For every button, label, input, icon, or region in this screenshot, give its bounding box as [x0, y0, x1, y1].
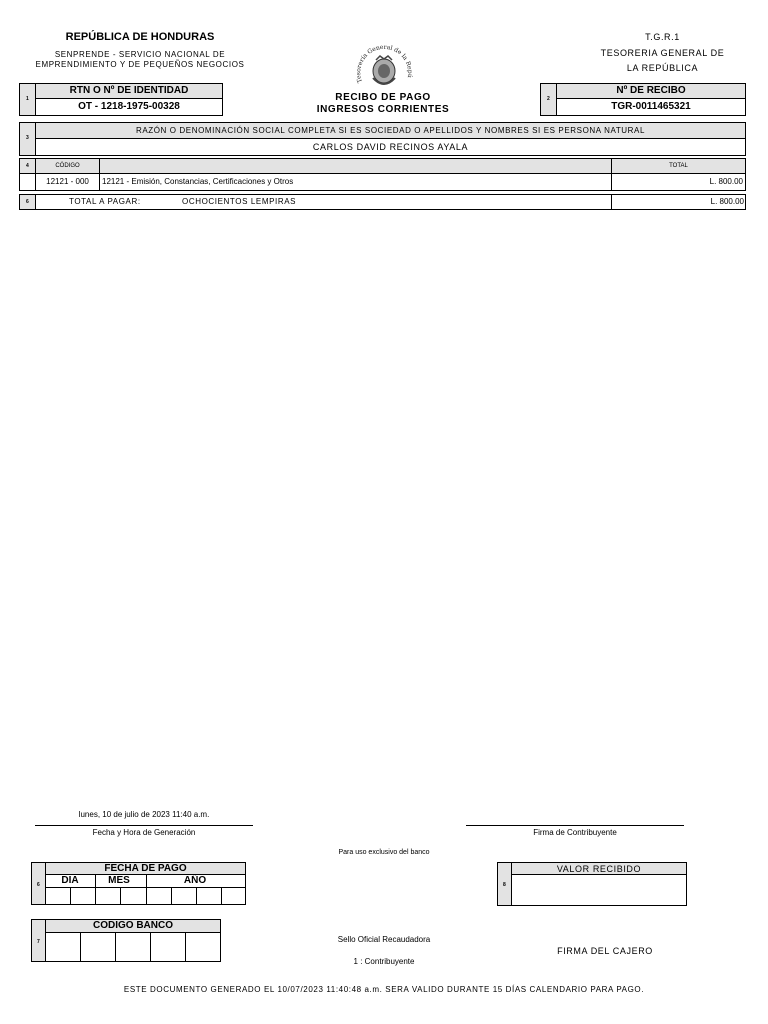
agency-line-2: EMPRENDIMIENTO Y DE PEQUEÑOS NEGOCIOS: [35, 60, 245, 69]
item-description: 12121 - Emisión, Constancias, Certificaciones y Otros: [99, 173, 612, 191]
bank-code-grid[interactable]: [45, 932, 221, 962]
total-label: TOTAL A PAGAR:: [69, 197, 141, 206]
item-row-index: [19, 173, 36, 191]
col-description-header: [99, 158, 612, 174]
seal-label: Sello Oficial Recaudadora: [337, 935, 431, 944]
payment-day-label: DIA: [61, 875, 79, 886]
country-name: REPÚBLICA DE HONDURAS: [65, 31, 215, 43]
treasury-line-1: TESORERIA GENERAL DE: [600, 48, 725, 58]
signature-label: Firma de Contribuyente: [533, 828, 617, 837]
generated-label: Fecha y Hora de Generación: [92, 828, 196, 837]
receipt-label: Nº DE RECIBO: [556, 83, 746, 99]
payment-date-number-cell: 6: [31, 862, 46, 905]
total-number-cell: 6: [19, 194, 36, 210]
value-received-field[interactable]: [511, 874, 687, 906]
generated-datetime: lunes, 10 de julio de 2023 11:40 a.m.: [78, 810, 210, 819]
taxpayer-name: CARLOS DAVID RECINOS AYALA: [35, 138, 746, 156]
receipt-number-cell: 2: [540, 83, 557, 116]
rtn-number-cell: 1: [19, 83, 36, 116]
form-code: T.G.R.1: [645, 32, 680, 42]
total-divider: [611, 194, 612, 210]
cashier-signature-label: FIRMA DEL CAJERO: [557, 946, 653, 956]
payment-date-title: FECHA DE PAGO: [45, 862, 246, 875]
receipt-value: TGR-0011465321: [556, 98, 746, 116]
rtn-value: OT - 1218-1975-00328: [35, 98, 223, 116]
item-code: 12121 - 000: [35, 173, 100, 191]
col-code-header: CÓDIGO: [35, 158, 100, 174]
title-line-1: RECIBO DE PAGO: [335, 92, 431, 103]
signature-line: [466, 825, 684, 826]
copy-label: 1 : Contribuyente: [353, 957, 415, 966]
seal-text: Tesorería General de la Repú: [355, 43, 414, 84]
total-amount: L. 800.00: [710, 197, 744, 206]
taxpayer-number-cell: 3: [19, 122, 36, 156]
payment-year-label: AÑO: [183, 875, 207, 886]
value-received-title: VALOR RECIBIDO: [511, 862, 687, 875]
validity-note: ESTE DOCUMENTO GENERADO EL 10/07/2023 11:40:48 a.m. SERA VALIDO DURANTE 15 DÍAS CALENDARIO PARA PAGO.: [123, 985, 645, 994]
treasury-seal-icon: [352, 38, 416, 94]
bank-code-title: CODIGO BANCO: [45, 919, 221, 933]
generated-line: [35, 825, 253, 826]
item-total: L. 800.00: [611, 173, 746, 191]
taxpayer-label: RAZÓN O DENOMINACIÓN SOCIAL COMPLETA SI ES SOCIEDAD O APELLIDOS Y NOMBRES SI ES PERSONA NATURAL: [35, 122, 746, 139]
value-received-number-cell: 8: [497, 862, 512, 906]
treasury-line-2: LA REPÚBLICA: [626, 63, 699, 73]
total-words: OCHOCIENTOS LEMPIRAS: [182, 197, 297, 206]
payment-month-label: MES: [108, 875, 130, 886]
bank-only-label: Para uso exclusivo del banco: [338, 849, 430, 856]
bank-code-number-cell: 7: [31, 919, 46, 962]
rtn-label: RTN O Nº DE IDENTIDAD: [35, 83, 223, 99]
title-line-2: INGRESOS CORRIENTES: [316, 104, 450, 115]
agency-line-1: SENPRENDE - SERVICIO NACIONAL DE: [54, 50, 226, 59]
items-number-cell: 4: [19, 158, 36, 174]
col-total-header: TOTAL: [611, 158, 746, 174]
